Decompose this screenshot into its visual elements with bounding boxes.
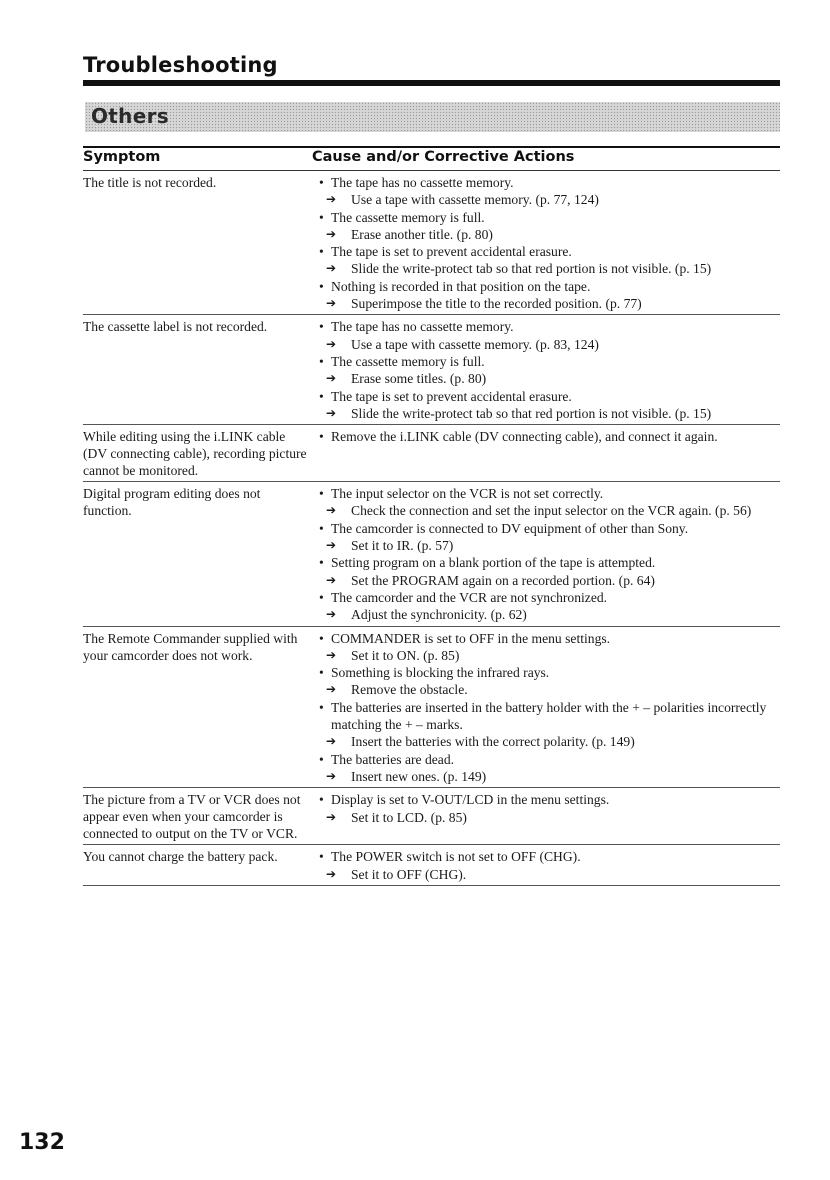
action-text: Superimpose the title to the recorded position. (p. 77) xyxy=(351,296,642,312)
cause-item xyxy=(316,664,780,681)
arrow-right-icon: ➔ xyxy=(326,809,337,824)
symptom-cell: The title is not recorded. xyxy=(83,175,217,190)
cause-cell xyxy=(316,318,780,422)
cause-cell xyxy=(316,485,780,623)
corrective-action xyxy=(326,733,780,750)
corrective-action xyxy=(326,295,780,312)
arrow-right-icon: ➔ xyxy=(326,336,337,351)
table-row xyxy=(83,788,780,845)
cause-item xyxy=(316,630,780,647)
action-text: Slide the write-protect tab so that red portion is not visible. (p. 15) xyxy=(351,405,712,421)
arrow-right-icon: ➔ xyxy=(326,261,337,276)
cause-text: The cassette memory is full. xyxy=(331,353,485,369)
bullet-icon: • xyxy=(319,665,324,681)
cause-text: The batteries are dead. xyxy=(331,751,455,767)
arrow-right-icon: ➔ xyxy=(326,866,337,881)
corrective-action xyxy=(326,502,780,519)
cause-item xyxy=(316,520,780,537)
corrective-action xyxy=(326,809,780,826)
bullet-icon: • xyxy=(319,555,324,571)
action-text: Set it to ON. (p. 85) xyxy=(351,647,460,663)
action-text: Use a tape with cassette memory. (p. 77, 124) xyxy=(351,192,599,208)
bullet-icon: • xyxy=(319,792,324,808)
cause-item xyxy=(316,243,780,260)
cause-text: The tape is set to prevent accidental erasure. xyxy=(331,244,572,260)
cause-cell xyxy=(316,848,780,883)
page-title: Troubleshooting xyxy=(83,53,278,77)
corrective-action xyxy=(326,681,780,698)
column-header-symptom: Symptom xyxy=(83,149,161,165)
corrective-action xyxy=(326,370,780,387)
arrow-right-icon: ➔ xyxy=(326,296,337,311)
table-row xyxy=(83,425,780,482)
cause-cell xyxy=(316,428,780,445)
symptom-cell: You cannot charge the battery pack. xyxy=(83,849,278,865)
cause-cell xyxy=(316,174,780,312)
cause-item xyxy=(316,278,780,295)
cause-text: The tape has no cassette memory. xyxy=(331,175,514,190)
arrow-right-icon: ➔ xyxy=(326,734,337,749)
cause-item xyxy=(316,848,780,865)
corrective-action xyxy=(326,191,780,208)
cause-item xyxy=(316,353,780,370)
table-row xyxy=(83,482,780,626)
cause-item xyxy=(316,209,780,226)
cause-item xyxy=(316,751,780,768)
corrective-action xyxy=(326,606,780,623)
cause-text: Display is set to V-OUT/LCD in the menu settings. xyxy=(331,792,610,808)
cause-item xyxy=(316,174,780,191)
cause-item xyxy=(316,699,780,734)
arrow-right-icon: ➔ xyxy=(326,405,337,420)
action-text: Set it to IR. (p. 57) xyxy=(351,538,454,554)
cause-text: The input selector on the VCR is not set correctly. xyxy=(331,486,604,502)
action-text: Use a tape with cassette memory. (p. 83, 124) xyxy=(351,336,599,352)
table-header xyxy=(83,146,780,171)
cause-item xyxy=(316,388,780,405)
cause-item xyxy=(316,485,780,502)
cause-text: The batteries are inserted in the battery holder with the + – polarities incorrectly matching the + – marks. xyxy=(331,699,767,733)
bullet-icon: • xyxy=(319,520,324,536)
bullet-icon: • xyxy=(319,319,324,335)
bullet-icon: • xyxy=(319,278,324,294)
header-rule xyxy=(83,80,780,86)
cause-item xyxy=(316,589,780,606)
arrow-right-icon: ➔ xyxy=(326,647,337,662)
page-number: 132 xyxy=(19,1130,65,1155)
bullet-icon: • xyxy=(319,209,324,225)
table-row xyxy=(83,627,780,789)
cause-text: The cassette memory is full. xyxy=(331,209,485,225)
bullet-icon: • xyxy=(319,849,324,865)
cause-text: Remove the i.LINK cable (DV connecting cable), and connect it again. xyxy=(331,429,718,445)
bullet-icon: • xyxy=(319,699,324,715)
section-title: Others xyxy=(91,104,169,128)
table-body xyxy=(83,171,780,886)
corrective-action xyxy=(326,768,780,785)
corrective-action xyxy=(326,336,780,353)
action-text: Insert new ones. (p. 149) xyxy=(351,768,487,784)
corrective-action xyxy=(326,572,780,589)
cause-text: The camcorder is connected to DV equipment of other than Sony. xyxy=(331,520,689,536)
cause-text: The tape is set to prevent accidental erasure. xyxy=(331,388,572,404)
arrow-right-icon: ➔ xyxy=(326,503,337,518)
symptom-cell: The Remote Commander supplied with your camcorder does not work. xyxy=(83,630,298,663)
bullet-icon: • xyxy=(319,630,324,646)
action-text: Slide the write-protect tab so that red portion is not visible. (p. 15) xyxy=(351,261,712,277)
column-header-cause: Cause and/or Corrective Actions xyxy=(312,149,575,165)
corrective-action xyxy=(326,866,780,883)
arrow-right-icon: ➔ xyxy=(326,682,337,697)
bullet-icon: • xyxy=(319,175,324,190)
bullet-icon: • xyxy=(319,388,324,404)
cause-cell xyxy=(316,791,780,826)
bullet-icon: • xyxy=(319,429,324,445)
table-row xyxy=(83,315,780,425)
symptom-cell: While editing using the i.LINK cable (DV connecting cable), recording picture cannot be monitored. xyxy=(83,429,307,479)
action-text: Check the connection and set the input selector on the VCR again. (p. 56) xyxy=(351,503,752,519)
cause-text: The tape has no cassette memory. xyxy=(331,319,514,335)
cause-text: The camcorder and the VCR are not synchronized. xyxy=(331,589,608,605)
bullet-icon: • xyxy=(319,486,324,502)
cause-text: COMMANDER is set to OFF in the menu settings. xyxy=(331,630,611,646)
symptom-cell: Digital program editing does not function. xyxy=(83,486,261,519)
arrow-right-icon: ➔ xyxy=(326,607,337,622)
section-band xyxy=(85,102,780,132)
table-row xyxy=(83,845,780,886)
cause-text: Setting program on a blank portion of the tape is attempted. xyxy=(331,555,656,571)
action-text: Remove the obstacle. xyxy=(351,682,468,698)
corrective-action xyxy=(326,537,780,554)
bullet-icon: • xyxy=(319,353,324,369)
symptom-cell: The picture from a TV or VCR does not appear even when your camcorder is connected to output on the TV or VCR. xyxy=(83,792,301,842)
arrow-right-icon: ➔ xyxy=(326,226,337,241)
cause-item xyxy=(316,554,780,571)
arrow-right-icon: ➔ xyxy=(326,371,337,386)
cause-text: The POWER switch is not set to OFF (CHG). xyxy=(331,849,581,865)
action-text: Erase some titles. (p. 80) xyxy=(351,371,487,387)
bullet-icon: • xyxy=(319,244,324,260)
cause-item xyxy=(316,318,780,335)
action-text: Set the PROGRAM again on a recorded portion. (p. 64) xyxy=(351,572,655,588)
arrow-right-icon: ➔ xyxy=(326,572,337,587)
action-text: Set it to OFF (CHG). xyxy=(351,866,467,882)
cause-item xyxy=(316,791,780,808)
troubleshooting-table xyxy=(83,146,780,886)
bullet-icon: • xyxy=(319,751,324,767)
symptom-cell: The cassette label is not recorded. xyxy=(83,319,268,335)
table-row xyxy=(83,171,780,315)
action-text: Set it to LCD. (p. 85) xyxy=(351,809,467,825)
corrective-action xyxy=(326,405,780,422)
arrow-right-icon: ➔ xyxy=(326,768,337,783)
bullet-icon: • xyxy=(319,589,324,605)
cause-cell xyxy=(316,630,780,786)
cause-item xyxy=(316,428,780,445)
arrow-right-icon: ➔ xyxy=(326,538,337,553)
arrow-right-icon: ➔ xyxy=(326,192,337,207)
cause-text: Nothing is recorded in that position on the tape. xyxy=(331,278,591,294)
cause-text: Something is blocking the infrared rays. xyxy=(331,665,550,681)
action-text: Insert the batteries with the correct polarity. (p. 149) xyxy=(351,734,635,750)
action-text: Erase another title. (p. 80) xyxy=(351,226,493,242)
corrective-action xyxy=(326,260,780,277)
corrective-action xyxy=(326,647,780,664)
corrective-action xyxy=(326,226,780,243)
action-text: Adjust the synchronicity. (p. 62) xyxy=(351,607,527,623)
